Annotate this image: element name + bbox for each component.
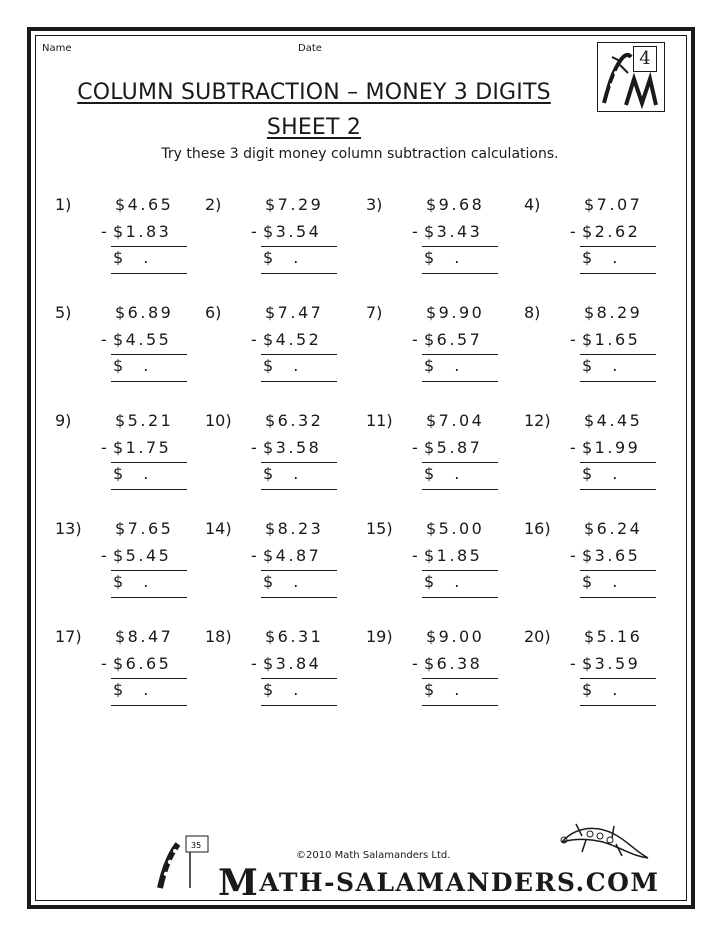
- sum-line: [111, 462, 187, 463]
- minuend: $6.31: [265, 627, 324, 646]
- instruction-text: Try these 3 digit money column subtraction calculations.: [161, 146, 559, 162]
- problem-number: 9): [55, 411, 72, 430]
- subtrahend: $1.65: [582, 330, 641, 349]
- answer-line: [422, 597, 498, 598]
- problem-14: [205, 519, 355, 609]
- answer-line: [261, 705, 337, 706]
- minus-sign: -: [570, 546, 576, 565]
- minuend: $8.29: [584, 303, 643, 322]
- minus-sign: -: [412, 546, 418, 565]
- answer-blank[interactable]: [263, 248, 300, 267]
- problem-number: 3): [366, 195, 383, 214]
- answer-line: [580, 597, 656, 598]
- sum-line: [422, 462, 498, 463]
- problem-4: [524, 195, 674, 285]
- copyright-text: ©2010 Math Salamanders Ltd.: [296, 850, 451, 861]
- salamander-mascot-icon: [150, 830, 222, 892]
- answer-blank[interactable]: [113, 680, 150, 699]
- answer-dot: .: [612, 356, 620, 375]
- problem-number: 8): [524, 303, 541, 322]
- answer-dot: .: [454, 248, 462, 267]
- answer-dollar: $: [424, 572, 437, 591]
- answer-line: [422, 705, 498, 706]
- minus-sign: -: [570, 654, 576, 673]
- answer-blank[interactable]: [113, 356, 150, 375]
- minuend: $9.68: [426, 195, 485, 214]
- brand-wordmark: [218, 862, 660, 904]
- problem-16: [524, 519, 674, 609]
- answer-dot: .: [612, 248, 620, 267]
- minus-sign: -: [101, 654, 107, 673]
- answer-dot: .: [143, 356, 151, 375]
- problem-2: [205, 195, 355, 285]
- minuend: $4.45: [584, 411, 643, 430]
- subtrahend: $6.57: [424, 330, 483, 349]
- answer-line: [261, 489, 337, 490]
- minuend: $8.47: [115, 627, 174, 646]
- subtrahend: $3.59: [582, 654, 641, 673]
- answer-line: [111, 489, 187, 490]
- svg-text:35: 35: [191, 841, 202, 850]
- answer-blank[interactable]: [113, 572, 150, 591]
- subtrahend: $1.85: [424, 546, 483, 565]
- sum-line: [261, 570, 337, 571]
- answer-dollar: $: [424, 356, 437, 375]
- answer-dot: .: [293, 248, 301, 267]
- answer-line: [111, 705, 187, 706]
- answer-dot: .: [612, 464, 620, 483]
- answer-dollar: $: [263, 572, 276, 591]
- problem-20: [524, 627, 674, 717]
- minus-sign: -: [101, 546, 107, 565]
- problem-number: 6): [205, 303, 222, 322]
- answer-dot: .: [293, 356, 301, 375]
- subtrahend: $3.58: [263, 438, 322, 457]
- problem-15: [366, 519, 516, 609]
- problem-9: [55, 411, 205, 501]
- answer-dollar: $: [113, 356, 126, 375]
- sum-line: [580, 570, 656, 571]
- problem-number: 12): [524, 411, 551, 430]
- sum-line: [111, 570, 187, 571]
- answer-blank[interactable]: [582, 680, 619, 699]
- problem-18: [205, 627, 355, 717]
- salamander-drawing-icon: [554, 812, 654, 868]
- problem-1: [55, 195, 205, 285]
- minuend: $7.47: [265, 303, 324, 322]
- sum-line: [111, 246, 187, 247]
- minus-sign: -: [101, 330, 107, 349]
- answer-line: [422, 489, 498, 490]
- subtrahend: $3.54: [263, 222, 322, 241]
- answer-dot: .: [454, 464, 462, 483]
- problem-number: 18): [205, 627, 232, 646]
- worksheet-title: COLUMN SUBTRACTION – MONEY 3 DIGITS: [77, 80, 551, 105]
- problem-8: [524, 303, 674, 393]
- subtrahend: $1.75: [113, 438, 172, 457]
- problem-19: [366, 627, 516, 717]
- problem-number: 19): [366, 627, 393, 646]
- answer-dollar: $: [263, 464, 276, 483]
- answer-dollar: $: [582, 464, 595, 483]
- sheet-level-digit: 4: [633, 46, 657, 72]
- answer-dollar: $: [113, 248, 126, 267]
- answer-blank[interactable]: [424, 572, 461, 591]
- answer-dot: .: [143, 572, 151, 591]
- minuend: $7.04: [426, 411, 485, 430]
- answer-line: [580, 705, 656, 706]
- name-label: Name: [42, 43, 72, 54]
- answer-blank[interactable]: [263, 680, 300, 699]
- answer-blank[interactable]: [424, 356, 461, 375]
- problem-10: [205, 411, 355, 501]
- answer-dollar: $: [582, 248, 595, 267]
- problem-number: 15): [366, 519, 393, 538]
- sum-line: [580, 246, 656, 247]
- sum-line: [422, 678, 498, 679]
- problem-number: 2): [205, 195, 222, 214]
- answer-dot: .: [454, 356, 462, 375]
- minuend: $5.16: [584, 627, 643, 646]
- minus-sign: -: [570, 330, 576, 349]
- answer-dot: .: [612, 680, 620, 699]
- minuend: $6.24: [584, 519, 643, 538]
- sum-line: [261, 462, 337, 463]
- answer-blank[interactable]: [582, 248, 619, 267]
- problem-number: 17): [55, 627, 82, 646]
- answer-line: [580, 489, 656, 490]
- problem-number: 13): [55, 519, 82, 538]
- answer-dollar: $: [424, 464, 437, 483]
- answer-dot: .: [293, 464, 301, 483]
- answer-dot: .: [454, 572, 462, 591]
- answer-dot: .: [143, 248, 151, 267]
- sum-line: [422, 570, 498, 571]
- answer-line: [261, 273, 337, 274]
- minuend: $7.07: [584, 195, 643, 214]
- minuend: $4.65: [115, 195, 174, 214]
- problem-number: 1): [55, 195, 72, 214]
- answer-dollar: $: [263, 248, 276, 267]
- minus-sign: -: [101, 438, 107, 457]
- date-label: Date: [298, 43, 322, 54]
- minus-sign: -: [251, 438, 257, 457]
- minuend: $9.00: [426, 627, 485, 646]
- problem-12: [524, 411, 674, 501]
- minus-sign: -: [251, 546, 257, 565]
- sum-line: [261, 678, 337, 679]
- minus-sign: -: [251, 654, 257, 673]
- subtrahend: $6.65: [113, 654, 172, 673]
- answer-dot: .: [143, 464, 151, 483]
- subtrahend: $1.99: [582, 438, 641, 457]
- minus-sign: -: [412, 654, 418, 673]
- answer-line: [580, 381, 656, 382]
- answer-dollar: $: [582, 680, 595, 699]
- problem-13: [55, 519, 205, 609]
- subtrahend: $5.45: [113, 546, 172, 565]
- answer-blank[interactable]: [424, 680, 461, 699]
- minuend: $5.21: [115, 411, 174, 430]
- problem-number: 11): [366, 411, 393, 430]
- answer-dollar: $: [582, 356, 595, 375]
- sum-line: [111, 678, 187, 679]
- minus-sign: -: [570, 438, 576, 457]
- subtrahend: $2.62: [582, 222, 641, 241]
- answer-blank[interactable]: [263, 464, 300, 483]
- minuend: $6.32: [265, 411, 324, 430]
- minus-sign: -: [412, 438, 418, 457]
- answer-line: [422, 381, 498, 382]
- minuend: $6.89: [115, 303, 174, 322]
- minus-sign: -: [251, 330, 257, 349]
- answer-dollar: $: [113, 464, 126, 483]
- answer-line: [111, 381, 187, 382]
- answer-blank[interactable]: [424, 248, 461, 267]
- problem-number: 7): [366, 303, 383, 322]
- problem-5: [55, 303, 205, 393]
- worksheet-subtitle: SHEET 2: [266, 115, 362, 140]
- answer-blank[interactable]: [113, 464, 150, 483]
- subtrahend: $6.38: [424, 654, 483, 673]
- problem-number: 14): [205, 519, 232, 538]
- sum-line: [261, 246, 337, 247]
- answer-dollar: $: [113, 572, 126, 591]
- answer-dot: .: [454, 680, 462, 699]
- answer-dollar: $: [582, 572, 595, 591]
- answer-dollar: $: [263, 356, 276, 375]
- answer-dollar: $: [424, 680, 437, 699]
- subtrahend: $1.83: [113, 222, 172, 241]
- minuend: $7.29: [265, 195, 324, 214]
- answer-line: [422, 273, 498, 274]
- answer-line: [111, 273, 187, 274]
- minuend: $9.90: [426, 303, 485, 322]
- sum-line: [580, 462, 656, 463]
- problem-3: [366, 195, 516, 285]
- sum-line: [261, 354, 337, 355]
- sum-line: [422, 354, 498, 355]
- answer-line: [580, 273, 656, 274]
- minus-sign: -: [251, 222, 257, 241]
- brand-initial: M: [218, 862, 260, 904]
- problem-6: [205, 303, 355, 393]
- sum-line: [580, 678, 656, 679]
- minus-sign: -: [412, 222, 418, 241]
- answer-blank[interactable]: [424, 464, 461, 483]
- problem-17: [55, 627, 205, 717]
- sum-line: [580, 354, 656, 355]
- subtrahend: $4.52: [263, 330, 322, 349]
- answer-dollar: $: [113, 680, 126, 699]
- problem-number: 4): [524, 195, 541, 214]
- answer-blank[interactable]: [113, 248, 150, 267]
- subtrahend: $4.55: [113, 330, 172, 349]
- problem-11: [366, 411, 516, 501]
- minus-sign: -: [101, 222, 107, 241]
- answer-line: [261, 597, 337, 598]
- minus-sign: -: [570, 222, 576, 241]
- minuend: $7.65: [115, 519, 174, 538]
- brand-rest: ATH-SALAMANDERS.COM: [259, 868, 660, 897]
- sum-line: [111, 354, 187, 355]
- salamander-logo-box: [597, 42, 665, 112]
- answer-dollar: $: [424, 248, 437, 267]
- subtrahend: $3.84: [263, 654, 322, 673]
- answer-dot: .: [143, 680, 151, 699]
- answer-blank[interactable]: [263, 356, 300, 375]
- minuend: $5.00: [426, 519, 485, 538]
- subtrahend: $5.87: [424, 438, 483, 457]
- answer-line: [261, 381, 337, 382]
- answer-line: [111, 597, 187, 598]
- answer-dot: .: [612, 572, 620, 591]
- answer-blank[interactable]: [582, 572, 619, 591]
- minuend: $8.23: [265, 519, 324, 538]
- sum-line: [422, 246, 498, 247]
- subtrahend: $3.43: [424, 222, 483, 241]
- answer-blank[interactable]: [582, 356, 619, 375]
- answer-blank[interactable]: [263, 572, 300, 591]
- minus-sign: -: [412, 330, 418, 349]
- answer-blank[interactable]: [582, 464, 619, 483]
- problem-number: 16): [524, 519, 551, 538]
- problem-number: 10): [205, 411, 232, 430]
- problem-7: [366, 303, 516, 393]
- problem-number: 5): [55, 303, 72, 322]
- subtrahend: $4.87: [263, 546, 322, 565]
- answer-dot: .: [293, 572, 301, 591]
- answer-dot: .: [293, 680, 301, 699]
- problem-number: 20): [524, 627, 551, 646]
- answer-dollar: $: [263, 680, 276, 699]
- subtrahend: $3.65: [582, 546, 641, 565]
